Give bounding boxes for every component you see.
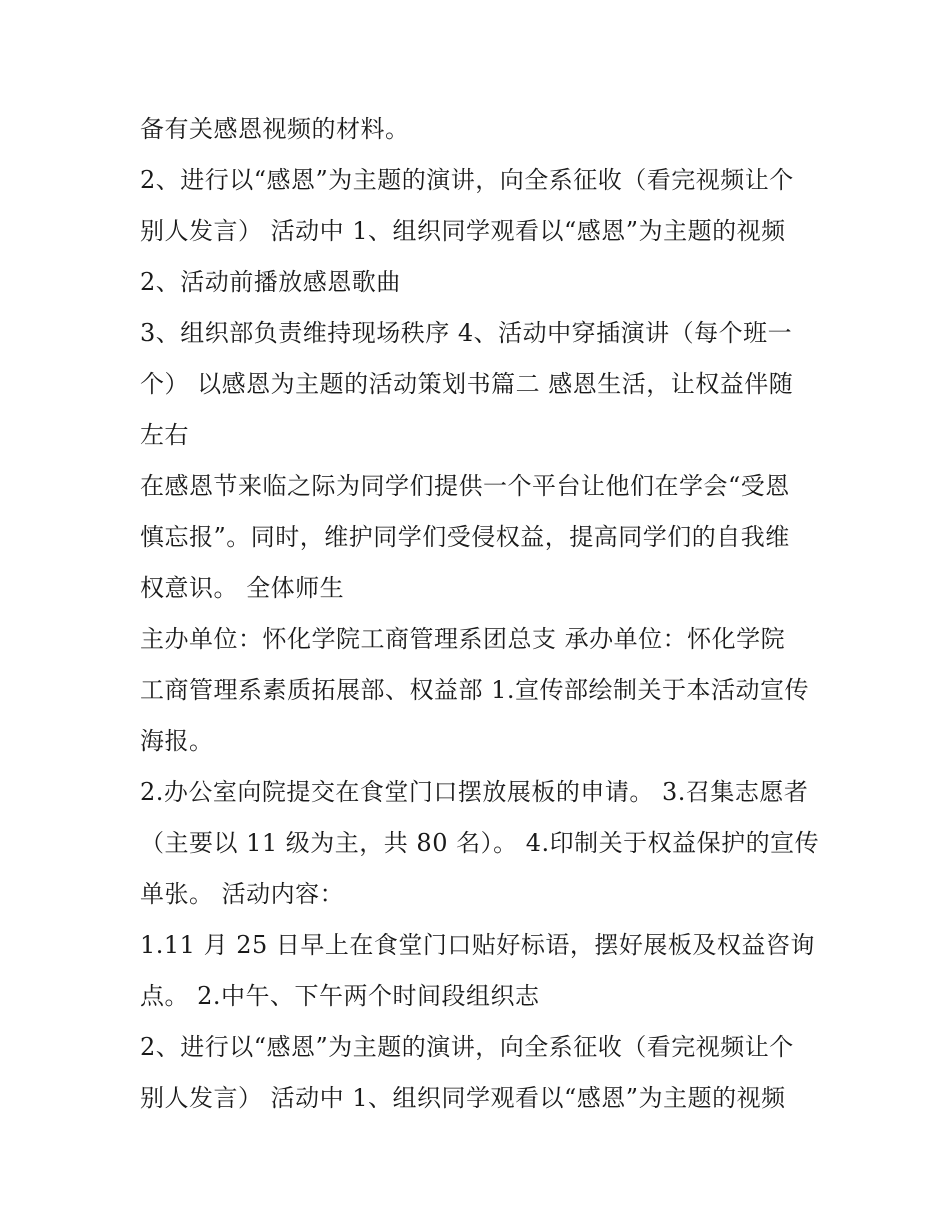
- text-line: 在感恩节来临之际为同学们提供一个平台让他们在学会“受恩: [140, 472, 790, 500]
- text-line: 左右: [140, 421, 189, 449]
- text-line: 2、进行以“感恩”为主题的演讲，向全系征收（看完视频让个: [140, 1033, 794, 1061]
- text-line: 海报。: [140, 727, 214, 755]
- text-line: 1.11 月 25 日早上在食堂门口贴好标语，摆好展板及权益咨询: [140, 931, 815, 959]
- text-line: 备有关感恩视频的材料。: [140, 115, 410, 143]
- text-line: 别人发言） 活动中 1、组织同学观看以“感恩”为主题的视频: [140, 1084, 786, 1112]
- text-line: 主办单位：怀化学院工商管理系团总支 承办单位：怀化学院: [140, 625, 786, 653]
- text-line: 单张。 活动内容：: [140, 880, 345, 908]
- text-line: 2.办公室向院提交在食堂门口摆放展板的申请。 3.召集志愿者: [140, 778, 809, 806]
- text-line: 工商管理系素质拓展部、权益部 1.宣传部绘制关于本活动宣传: [140, 676, 810, 704]
- document-body: [140, 104, 820, 1124]
- text-line: 慎忘报”。同时，维护同学们受侵权益，提高同学们的自我维: [140, 523, 790, 551]
- text-line: 个） 以感恩为主题的活动策划书篇二 感恩生活，让权益伴随: [140, 370, 794, 398]
- text-line: 2、进行以“感恩”为主题的演讲，向全系征收（看完视频让个: [140, 166, 794, 194]
- text-line: 点。 2.中午、下午两个时间段组织志: [140, 982, 540, 1010]
- text-line: （主要以 11 级为主，共 80 名）。 4.印制关于权益保护的宣传: [140, 829, 820, 857]
- text-line: 3、组织部负责维持现场秩序 4、活动中穿插演讲（每个班一: [140, 319, 793, 347]
- text-line: 2、活动前播放感恩歌曲: [140, 268, 401, 296]
- text-line: 权意识。 全体师生: [140, 574, 345, 602]
- text-line: 别人发言） 活动中 1、组织同学观看以“感恩”为主题的视频: [140, 217, 786, 245]
